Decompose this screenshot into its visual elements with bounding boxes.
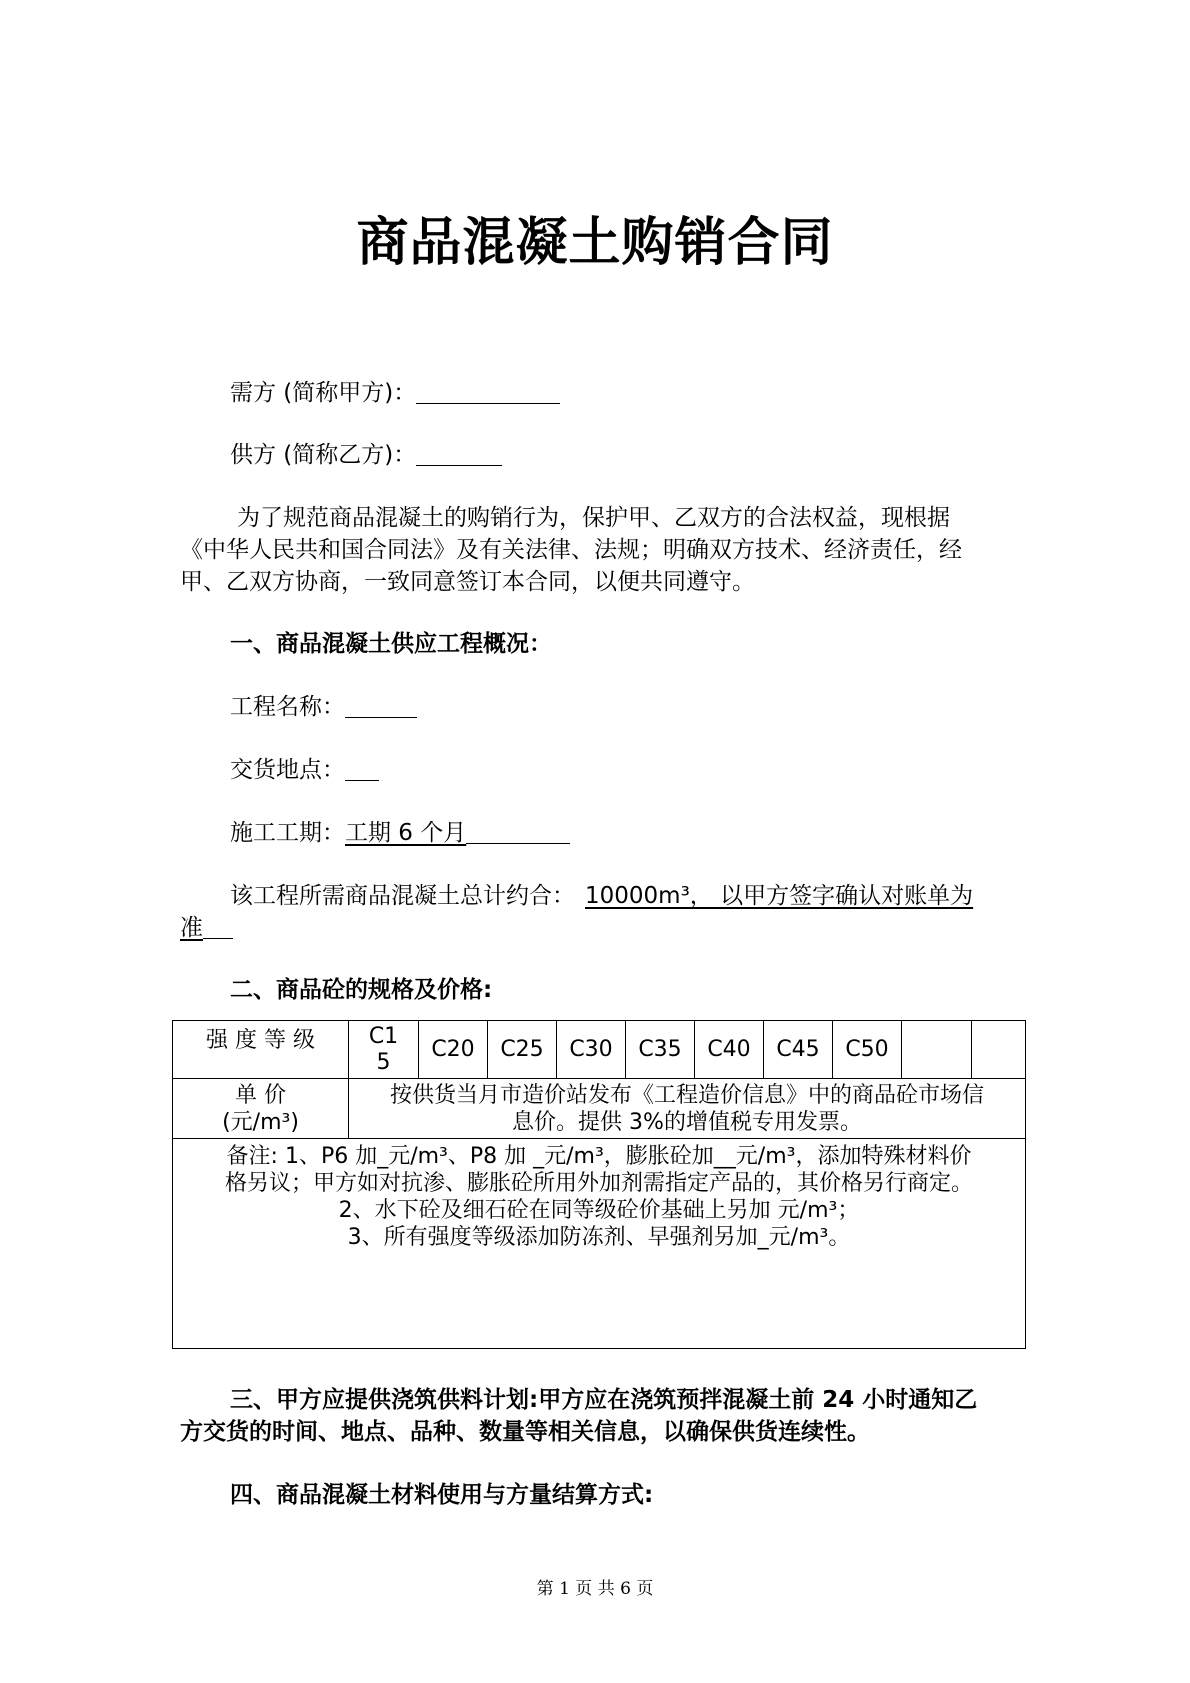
grade-cell-c50: C50 [833, 1021, 902, 1079]
grade-cell-c30: C30 [557, 1021, 626, 1079]
intro-line-3: 甲、乙双方协商，一致同意签订本合同，以便共同遵守。 [180, 569, 755, 595]
seller-line [230, 439, 502, 471]
buyer-label: 需方 (简称甲方)： [230, 380, 417, 406]
delivery-line [230, 754, 379, 786]
total-line-2 [180, 912, 233, 944]
period-value: 工期 6 个月 [345, 820, 467, 846]
grade-row [173, 1021, 1026, 1079]
grade-cell-empty-1 [902, 1021, 972, 1079]
notes-row [173, 1139, 1026, 1349]
section2-heading: 二、商品砼的规格及价格: [230, 977, 493, 1003]
intro-line-2: 《中华人民共和国合同法》及有关法律、法规；明确双方技术、经济责任，经 [180, 537, 962, 563]
intro-line-1: 为了规范商品混凝土的购销行为，保护甲、乙双方的合法权益，现根据 [237, 505, 950, 531]
buyer-blank [416, 379, 560, 404]
price-text-cell [349, 1079, 1026, 1139]
page-footer: 第 1 页 共 6 页 [536, 1579, 654, 1599]
price-text-2: 息价。提供 3%的增值税专用发票。 [512, 1109, 862, 1135]
document-title: 商品混凝土购销合同 [356, 213, 834, 273]
total-line [230, 880, 973, 912]
grade-cell-c20: C20 [419, 1021, 488, 1079]
seller-label: 供方 (简称乙方)： [230, 442, 417, 468]
period-label: 施工工期： [230, 820, 345, 846]
price-label-1: 单 价 [235, 1082, 286, 1108]
price-row [173, 1079, 1026, 1139]
grade-label-cell: 强 度 等 级 [173, 1021, 349, 1079]
project-name-blank [345, 693, 417, 718]
section3-line-1: 三、甲方应提供浇筑供料计划:甲方应在浇筑预拌混凝土前 24 小时通知乙 [230, 1387, 978, 1413]
total-blank [203, 914, 233, 939]
note-line-2: 格另议；甲方如对抗渗、膨胀砼所用外加剂需指定产品的，其价格另行商定。 [224, 1171, 973, 1196]
section1-heading: 一、商品混凝土供应工程概况： [230, 631, 552, 657]
project-name-label: 工程名称： [230, 694, 345, 720]
project-name-line [230, 691, 417, 723]
spec-price-table [172, 1020, 1026, 1349]
delivery-label: 交货地点： [230, 757, 345, 783]
note-line-4: 3、所有强度等级添加防冻剂、早强剂另加_元/m³。 [347, 1225, 851, 1250]
period-blank [466, 819, 570, 844]
price-text-1: 按供货当月市造价站发布《工程造价信息》中的商品砼市场信 [389, 1082, 984, 1108]
grade-cell-c25: C25 [488, 1021, 557, 1079]
grade-cell-c35: C35 [626, 1021, 695, 1079]
price-label-2: (元/m³) [222, 1109, 299, 1135]
note-line-3: 2、水下砼及细石砼在同等级砼价基础上另加 元/m³； [338, 1198, 860, 1223]
period-line [230, 817, 570, 849]
grade-cell-c15: C1 5 [349, 1021, 419, 1079]
note-line-1: 备注: 1、P6 加_元/m³、P8 加 _元/m³，膨胀砼加__元/m³，添加特殊材料价 [226, 1144, 972, 1169]
total-value: 10000m³， 以甲方签字确认对账单为 [585, 883, 974, 909]
grade-cell-c40: C40 [695, 1021, 764, 1079]
total-prefix: 该工程所需商品混凝土总计约合： [230, 883, 575, 909]
seller-blank [416, 441, 502, 466]
buyer-line [230, 377, 560, 409]
grade-cell-empty-2 [972, 1021, 1026, 1079]
total-line2-text: 准 [180, 915, 203, 941]
notes-cell [173, 1139, 1026, 1349]
price-label-cell [173, 1079, 349, 1139]
grade-cell-c45: C45 [764, 1021, 833, 1079]
delivery-blank [345, 756, 379, 781]
section4-heading: 四、商品混凝土材料使用与方量结算方式: [230, 1482, 654, 1508]
section3-line-2: 方交货的时间、地点、品种、数量等相关信息，以确保供货连续性。 [180, 1419, 870, 1445]
